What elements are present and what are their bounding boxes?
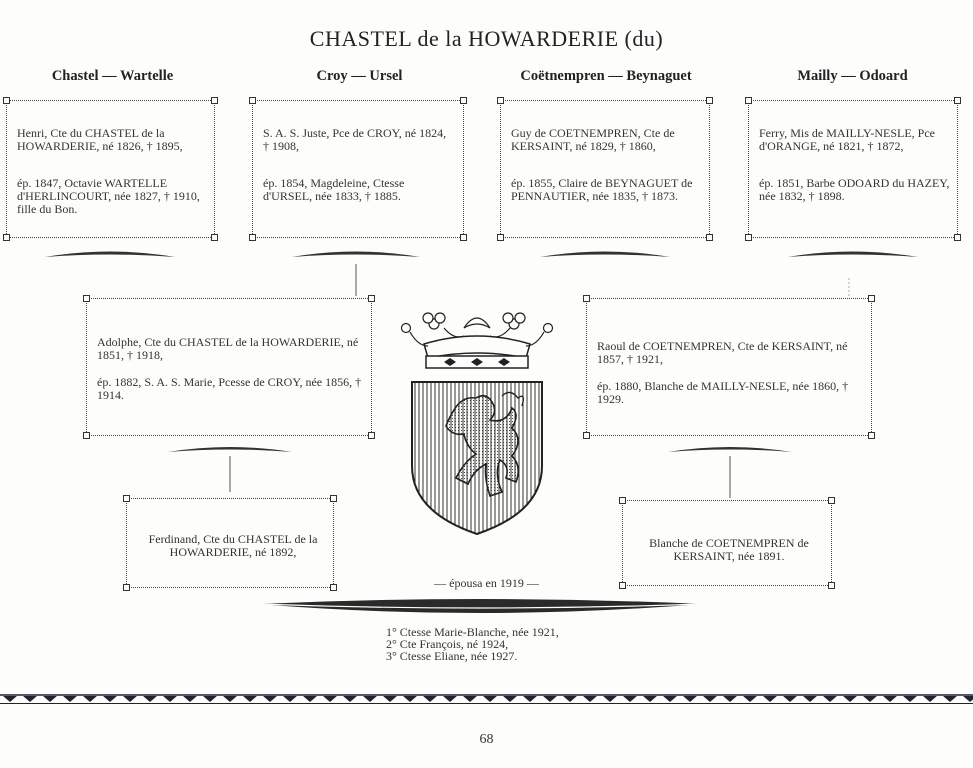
children-list — [386, 626, 559, 662]
husband-text: Raoul de COETNEMPREN, Cte de KERSAINT, né 1857, † 1921, — [597, 339, 848, 366]
wife-text: ép. 1882, S. A. S. Marie, Pcesse de CROY, née 1856, † 1914. — [97, 375, 362, 402]
husband-text: Ferry, Mis de MAILLY-NESLE, Pce d'ORANGE, né 1821, † 1872, — [759, 126, 935, 153]
person-text: Blanche de COETNEMPREN de KERSAINT, née 1891. — [649, 536, 809, 563]
swash-ornament — [540, 252, 670, 258]
person-box-ferdinand — [126, 498, 334, 588]
family-box-raoul — [586, 298, 872, 436]
family-box-adolphe — [86, 298, 372, 436]
column-header-coetnempren-beynaguet: Coëtnempren — Beynaguet — [520, 68, 692, 84]
husband-text: Henri, Cte du CHASTEL de la HOWARDERIE, né 1826, † 1895, — [17, 126, 183, 153]
husband-text: Adolphe, Cte du CHASTEL de la HOWARDERIE, né 1851, † 1918, — [97, 335, 359, 362]
swash-ornament — [168, 447, 292, 452]
page-number: 68 — [479, 732, 494, 747]
wife-text: ép. 1855, Claire de BEYNAGUET de PENNAUTIER, née 1835, † 1873. — [511, 176, 693, 203]
person-box-blanche — [622, 500, 832, 586]
child-entry: 1° Ctesse Marie-Blanche, née 1921, — [386, 625, 559, 639]
column-header-chastel-wartelle: Chastel — Wartelle — [51, 68, 174, 84]
husband-text: S. A. S. Juste, Pce de CROY, né 1824, † 1908, — [263, 126, 447, 153]
wife-text: ép. 1847, Octavie WARTELLE d'HERLINCOURT, née 1827, † 1910, fille du Bon. — [17, 176, 200, 216]
swash-ornament — [292, 252, 420, 258]
page-title: CHASTEL de la HOWARDERIE (du) — [309, 26, 664, 51]
wife-text: ép. 1880, Blanche de MAILLY-NESLE, née 1860, † 1929. — [597, 379, 849, 406]
swash-ornament — [788, 252, 918, 258]
husband-text: Guy de COETNEMPREN, Cte de KERSAINT, né 1829, † 1860, — [511, 126, 675, 153]
swash-ornament — [668, 447, 792, 452]
wife-text: ép. 1851, Barbe ODOARD du HAZEY, née 1832, † 1898. — [759, 176, 950, 203]
child-entry: 3° Ctesse Eliane, née 1927. — [386, 649, 518, 663]
wife-text: ép. 1854, Magdeleine, Ctesse d'URSEL, née 1833, † 1885. — [263, 176, 405, 203]
column-header-mailly-odoard: Mailly — Odoard — [797, 68, 908, 84]
swash-ornament — [45, 252, 175, 258]
person-text: Ferdinand, Cte du CHASTEL de la HOWARDERIE, né 1892, — [148, 532, 318, 559]
coat-of-arms-icon — [394, 306, 560, 538]
crown-icon — [402, 313, 553, 368]
child-entry: 2° Cte François, né 1924, — [386, 637, 509, 651]
marriage-note: — épousa en 1919 — — [434, 576, 539, 590]
footer-ornament-line — [0, 693, 973, 705]
column-header-croy-ursel: Croy — Ursel — [316, 68, 403, 84]
